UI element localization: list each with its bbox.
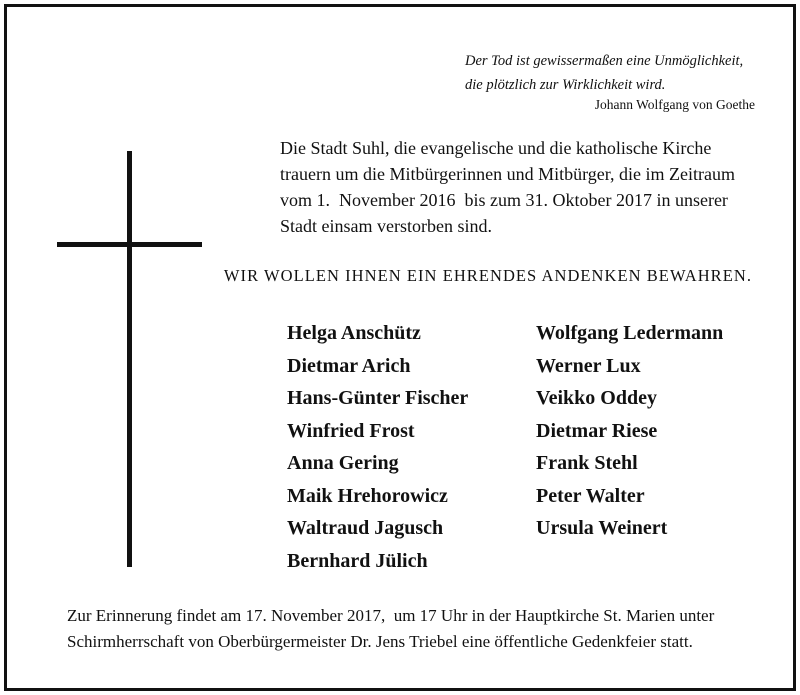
name-entry: Helga Anschütz — [287, 322, 421, 344]
notice-frame — [4, 4, 796, 691]
intro-line-3: vom 1. November 2016 bis zum 31. Oktober 2017 in unserer — [280, 190, 728, 210]
intro-line-1: Die Stadt Suhl, die evangelische und die katholische Kirche — [280, 138, 712, 158]
cross-icon-horizontal — [57, 242, 202, 247]
name-entry: Winfried Frost — [287, 419, 415, 442]
name-entry: Dietmar Arich — [287, 354, 411, 377]
name-entry: Hans-Günter Fischer — [287, 387, 469, 409]
name-entry: Frank Stehl — [536, 452, 638, 474]
quote-line-1: Der Tod ist gewissermaßen eine Unmöglichkeit, — [465, 53, 744, 69]
names-left-column — [287, 317, 468, 577]
name-entry: Maik Hrehorowicz — [287, 484, 448, 507]
footer-paragraph — [67, 603, 757, 655]
names-right-column — [536, 317, 723, 545]
footer-line-1: Zur Erinnerung findet am 17. November 2017, um 17 Uhr in der Hauptkirche St. Marien unter — [67, 606, 715, 625]
footer-line-2: Schirmherrschaft von Oberbürgermeister Dr. Jens Triebel eine öffentliche Gedenkfeier statt. — [67, 632, 693, 651]
motto-heading: WIR WOLLEN IHNEN EIN EHRENDES ANDENKEN BEWAHREN. — [223, 266, 752, 285]
intro-line-4: Stadt einsam verstorben sind. — [280, 216, 492, 236]
name-entry: Dietmar Riese — [536, 419, 658, 442]
name-entry: Werner Lux — [536, 354, 641, 377]
name-entry: Anna Gering — [287, 452, 399, 474]
goethe-quote — [465, 49, 755, 97]
intro-paragraph — [280, 135, 750, 239]
name-entry: Waltraud Jagusch — [287, 517, 444, 539]
name-entry: Wolfgang Ledermann — [536, 322, 724, 344]
cross-icon-vertical — [127, 151, 132, 567]
quote-line-2: die plötzlich zur Wirklichkeit wird. — [465, 77, 666, 93]
name-entry: Peter Walter — [536, 484, 645, 507]
name-entry: Bernhard Jülich — [287, 549, 428, 572]
quote-author: Johann Wolfgang von Goethe — [594, 97, 755, 112]
intro-line-2: trauern um die Mitbürgerinnen und Mitbürger, die im Zeitraum — [280, 164, 736, 184]
name-entry: Veikko Oddey — [536, 387, 657, 409]
name-entry: Ursula Weinert — [536, 517, 668, 539]
